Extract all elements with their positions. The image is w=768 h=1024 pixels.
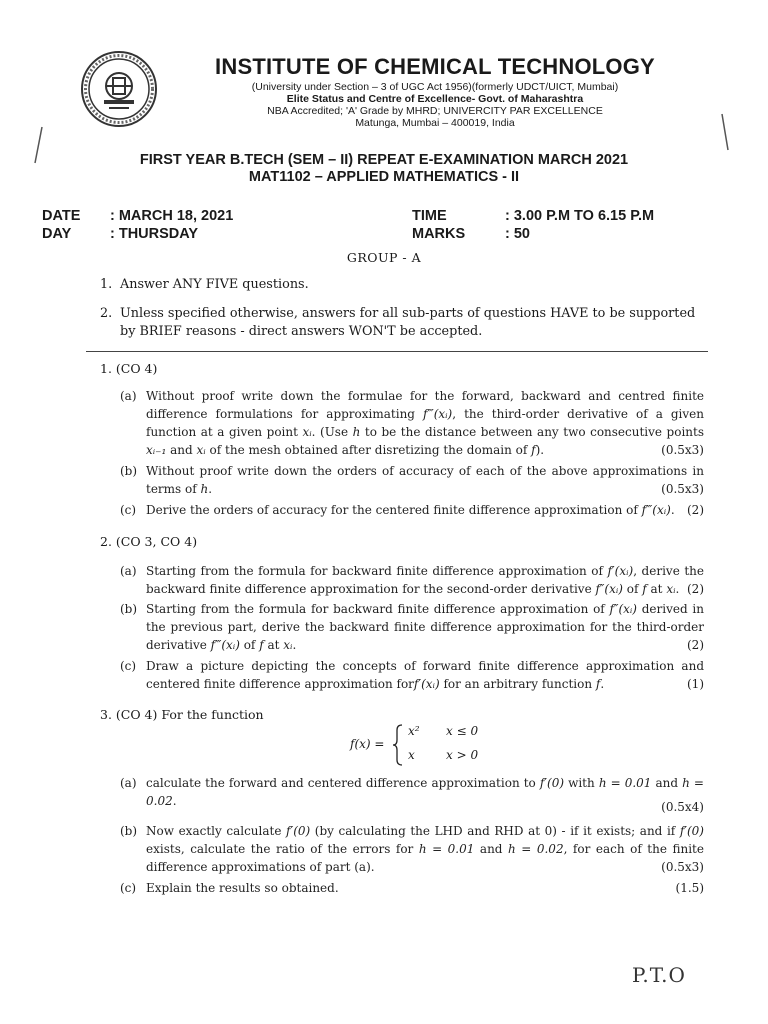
subpart-text: Derive the orders of accuracy for the centered finite difference approximation of f‴(xᵢ). (2) <box>146 503 704 517</box>
date-value: : MARCH 18, 2021 <box>110 208 234 224</box>
exam-title: FIRST YEAR B.TECH (SEM – II) REPEAT E-EXAMINATION MARCH 2021 <box>139 152 629 168</box>
question-3c <box>120 879 704 897</box>
question-2c <box>120 657 704 693</box>
instruction-item <box>100 305 710 341</box>
subpart-text: calculate the forward and centered difference approximation to f′(0) with h = 0.01 and h = 0.02. <box>146 776 704 808</box>
instruction-number: 2. <box>100 306 113 321</box>
subpart-text: Draw a picture depicting the concepts of forward finite difference approximation and centered finite difference approximation forf′(xᵢ) for an arbitrary function f. (1) <box>146 659 704 691</box>
date-label: DATE <box>42 208 81 224</box>
instruction-text: Unless specified otherwise, answers for all sub-parts of questions HAVE to be supported by BRIEF reasons - direct answers WON'T be accepted. <box>120 306 696 339</box>
pen-mark-right <box>718 112 734 152</box>
subpart-label: (a) <box>120 389 137 403</box>
question-1a <box>120 387 704 459</box>
subpart-label: (b) <box>120 602 138 616</box>
subpart-text: Without proof write down the formulae for the forward, backward and centred finite difference formulations for approximating f‴(xᵢ), the third-order derivative of a given function at a given point xᵢ. (Use h to be the distance between any two consecutive points xᵢ₋₁ and xᵢ of the mesh obtained after disretizing the domain of f). (0.5x3) <box>146 389 705 457</box>
marks-label: (2) <box>687 503 704 517</box>
question-3a-marks-row <box>120 798 704 816</box>
subpart-label: (c) <box>120 881 137 895</box>
time-label: TIME <box>412 208 447 224</box>
subpart-text: Starting from the formula for backward finite difference approximation of f′(xᵢ), derive the backward finite difference approximation for the second-order derivative f″(xᵢ) of f at xᵢ. (2) <box>146 564 704 596</box>
marks-label: MARKS <box>412 226 466 242</box>
question-2a <box>120 562 704 598</box>
marks-label: (1.5) <box>675 881 704 895</box>
question-1-heading: 1. (CO 4) <box>100 361 158 376</box>
marks-label: (0.5x4) <box>661 800 704 814</box>
subpart-text: Now exactly calculate f′(0) (by calculating the LHD and RHD at 0) - if it exists; and if f′(0) exists, calculate the ratio of the errors for h = 0.01 and h = 0.02, for each of the finite difference approximations of part (a). (0.5x3) <box>146 824 704 874</box>
instruction-text: Answer ANY FIVE questions. <box>120 277 309 292</box>
time-value: : 3.00 P.M TO 6.15 P.M <box>505 208 655 224</box>
day-label: DAY <box>42 226 72 242</box>
question-3b <box>120 822 704 876</box>
course-title: MAT1102 – APPLIED MATHEMATICS - II <box>248 169 520 185</box>
marks-label: (0.5x3) <box>661 482 704 496</box>
question-3-heading: 3. (CO 4) For the function <box>100 707 264 722</box>
please-turn-over-note: P.T.O <box>632 963 686 987</box>
subpart-text: Explain the results so obtained. (1.5) <box>146 881 704 895</box>
marks-label: (2) <box>687 638 704 652</box>
subpart-label: (b) <box>120 824 138 838</box>
question-1b <box>120 462 704 498</box>
subpart-label: (c) <box>120 659 137 673</box>
instruction-item <box>100 276 710 294</box>
question-2b <box>120 600 704 654</box>
subpart-label: (a) <box>120 776 137 790</box>
question-1c <box>120 501 704 519</box>
piecewise-function <box>350 722 510 768</box>
marks-label: (1) <box>687 677 704 691</box>
subpart-text: Without proof write down the orders of accuracy of each of the above approximations in terms of h. (0.5x3) <box>146 464 704 496</box>
case-2-expression: x <box>408 748 415 762</box>
institute-name: INSTITUTE OF CHEMICAL TECHNOLOGY <box>215 54 655 79</box>
subpart-text: Starting from the formula for backward finite difference approximation of f″(xᵢ) derived in the previous part, derive the backward finite difference approximation for the third-order derivative f‴(xᵢ) of f at xᵢ. (2) <box>146 602 704 652</box>
marks-label: (0.5x3) <box>661 860 704 874</box>
case-2-condition: x > 0 <box>446 748 479 762</box>
left-brace-icon <box>392 724 404 766</box>
case-1-expression: x² <box>408 724 420 738</box>
institute-affiliation: (University under Section – 3 of UGC Act 1956)(formerly UDCT/UICT, Mumbai) <box>251 81 619 93</box>
marks-label: (0.5x3) <box>661 443 704 457</box>
subpart-label: (c) <box>120 503 137 517</box>
institute-status: Elite Status and Centre of Excellence- Govt. of Maharashtra <box>286 93 584 105</box>
marks-label: (2) <box>687 582 704 596</box>
subpart-label: (a) <box>120 564 137 578</box>
function-lhs: f(x) = <box>350 737 385 751</box>
group-heading: GROUP - A <box>346 250 422 265</box>
section-divider <box>86 351 708 352</box>
marks-value: : 50 <box>505 226 530 242</box>
question-2-heading: 2. (CO 3, CO 4) <box>100 534 198 549</box>
day-value: : THURSDAY <box>110 226 199 242</box>
case-1-condition: x ≤ 0 <box>446 724 479 738</box>
institute-address: Matunga, Mumbai – 400019, India <box>355 117 515 129</box>
instruction-number: 1. <box>100 277 113 292</box>
institute-accreditation: NBA Accredited; 'A' Grade by MHRD; UNIVERCITY PAR EXCELLENCE <box>267 105 603 117</box>
institute-seal-icon <box>80 50 158 128</box>
subpart-label: (b) <box>120 464 138 478</box>
